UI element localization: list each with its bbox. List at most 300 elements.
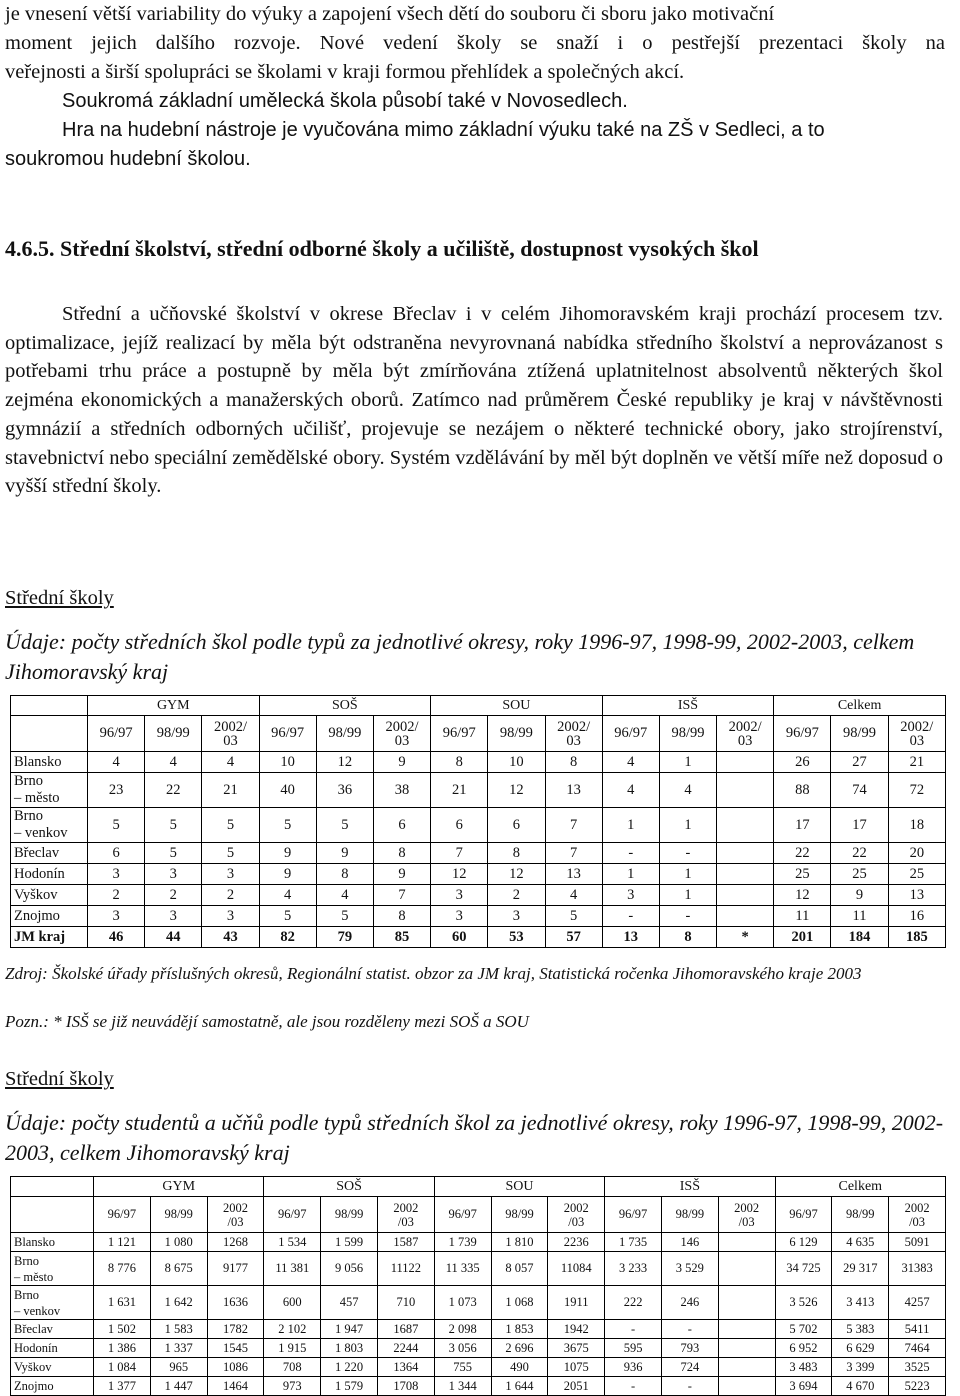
- table-cell: 44: [145, 927, 202, 948]
- table-cell: 1: [602, 864, 659, 885]
- district-label: [11, 773, 88, 808]
- table-cell: 4: [316, 885, 373, 906]
- table1-caption: Údaje: počty středních škol podle typů za jednotlivé okresy, roky 1996-97, 1998-99, 2002-2003, celkem Jihomoravský kraj: [5, 629, 915, 684]
- table-cell: 40: [259, 773, 316, 808]
- table-cell: 60: [431, 927, 488, 948]
- table-cell: 1587: [377, 1233, 434, 1252]
- year-header: [202, 716, 259, 752]
- table-row: [11, 773, 946, 808]
- table-cell: 4 635: [832, 1233, 889, 1252]
- table-cell: 9 056: [321, 1252, 378, 1286]
- table-cell: [718, 1377, 775, 1396]
- district-part: – město: [14, 1269, 54, 1284]
- table-cell: 8: [373, 843, 430, 864]
- table-cell: 2244: [377, 1339, 434, 1358]
- table-row: [11, 864, 946, 885]
- table-cell: 12: [488, 864, 545, 885]
- table-cell: 46: [88, 927, 145, 948]
- intro-line: Soukromá základní umělecká škola působí také v Novosedlech.: [62, 90, 628, 112]
- year-header: 98/99: [831, 716, 888, 752]
- table-cell: [717, 906, 774, 927]
- table-cell: 3: [202, 906, 259, 927]
- table-cell: -: [602, 906, 659, 927]
- table-cell: 5: [316, 906, 373, 927]
- table-cell: 1 642: [150, 1286, 207, 1320]
- table-cell: 5: [259, 808, 316, 843]
- table-cell: -: [605, 1320, 662, 1339]
- table2-caption: Údaje: počty studentů a učňů podle typů středních škol za jednotlivé okresy, roky 1996-97, 1998-99, 2002-2003, celkem Jihomoravský kraj: [5, 1110, 944, 1165]
- table-cell: [717, 843, 774, 864]
- table-cell: 6: [373, 808, 430, 843]
- table-cell: 1 377: [94, 1377, 151, 1396]
- year-header: [888, 716, 945, 752]
- table-cell: 3 399: [832, 1358, 889, 1377]
- table-cell: 1075: [548, 1358, 605, 1377]
- table-cell: 724: [661, 1358, 718, 1377]
- table-cell: 973: [264, 1377, 321, 1396]
- table-cell: 4: [145, 752, 202, 773]
- district-name: Vyškov: [14, 887, 58, 903]
- year-header: 96/97: [774, 716, 831, 752]
- table-row: [11, 1286, 946, 1320]
- district-label: [11, 808, 88, 843]
- year-header-line: 03: [737, 732, 753, 749]
- header-row-groups: [11, 1177, 946, 1197]
- table-cell: 4 670: [832, 1377, 889, 1396]
- table-cell: 13: [545, 773, 602, 808]
- district-label: [11, 843, 88, 864]
- table-cell: -: [602, 843, 659, 864]
- table-cell: 6: [88, 843, 145, 864]
- year-header-line: 2002: [222, 1200, 248, 1215]
- table-cell: 1 344: [434, 1377, 491, 1396]
- table-cell: 793: [661, 1339, 718, 1358]
- table-cell: 9177: [207, 1252, 264, 1286]
- district-label: [11, 927, 88, 948]
- table-cell: [718, 1286, 775, 1320]
- district-name: Znojmo: [14, 1379, 54, 1393]
- table-cell: [717, 808, 774, 843]
- table-cell: [718, 1252, 775, 1286]
- table-cell: 965: [150, 1358, 207, 1377]
- table-cell: 2: [88, 885, 145, 906]
- table-cell: 3 694: [775, 1377, 832, 1396]
- table-cell: 79: [316, 927, 373, 948]
- group-header: SOŠ: [264, 1177, 434, 1197]
- table-cell: 5: [145, 843, 202, 864]
- district-name: Vyškov: [14, 1360, 52, 1374]
- table-cell: 16: [888, 906, 945, 927]
- district-name: Hodonín: [14, 1341, 58, 1355]
- table-cell: 4: [545, 885, 602, 906]
- table-cell: 1 915: [264, 1339, 321, 1358]
- table-cell: 10: [259, 752, 316, 773]
- table-cell: 5 702: [775, 1320, 832, 1339]
- table-cell: 1 386: [94, 1339, 151, 1358]
- group-header: ISŠ: [602, 696, 774, 716]
- table-cell: 457: [321, 1286, 378, 1320]
- table-cell: 4: [202, 752, 259, 773]
- table-cell: 2 098: [434, 1320, 491, 1339]
- table-cell: 29 317: [832, 1252, 889, 1286]
- year-header-line: 03: [394, 732, 410, 749]
- year-header-line: /03: [568, 1214, 585, 1229]
- group-header: SOU: [431, 696, 603, 716]
- table-row: [11, 1233, 946, 1252]
- table-cell: 3 483: [775, 1358, 832, 1377]
- table-cell: 43: [202, 927, 259, 948]
- table-cell: 6 629: [832, 1339, 889, 1358]
- table-cell: 5411: [889, 1320, 946, 1339]
- table-cell: 1364: [377, 1358, 434, 1377]
- table-cell: 11: [831, 906, 888, 927]
- table-cell: 12: [431, 864, 488, 885]
- table-cell: 3: [602, 885, 659, 906]
- district-label: [11, 1339, 94, 1358]
- table-cell: 8 057: [491, 1252, 548, 1286]
- table-cell: 17: [774, 808, 831, 843]
- year-header-line: 2002: [734, 1200, 760, 1215]
- table-cell: 36: [316, 773, 373, 808]
- header-corner: [11, 716, 88, 752]
- table-cell: 18: [888, 808, 945, 843]
- intro-line: soukromou hudební školou.: [5, 148, 251, 170]
- table-cell: 246: [661, 1286, 718, 1320]
- table-cell: 25: [774, 864, 831, 885]
- table-cell: 5: [88, 808, 145, 843]
- table-row: [11, 1320, 946, 1339]
- year-header: 96/97: [94, 1197, 151, 1233]
- table-cell: 11 335: [434, 1252, 491, 1286]
- year-header: 98/99: [832, 1197, 889, 1233]
- table-cell: 8: [316, 864, 373, 885]
- table-cell: 21: [202, 773, 259, 808]
- table-cell: 9: [259, 843, 316, 864]
- year-header-line: /03: [397, 1214, 414, 1229]
- table-cell: 25: [831, 864, 888, 885]
- table-cell: 6 952: [775, 1339, 832, 1358]
- table-cell: [717, 752, 774, 773]
- table-cell: 72: [888, 773, 945, 808]
- header-corner: [11, 1177, 94, 1197]
- year-header: [717, 716, 774, 752]
- district-name: Brno: [14, 1287, 39, 1302]
- table-cell: 7464: [889, 1339, 946, 1358]
- table-cell: 146: [661, 1233, 718, 1252]
- table-cell: 4: [602, 752, 659, 773]
- district-label: [11, 1377, 94, 1396]
- table-cell: 3: [145, 906, 202, 927]
- group-header: SOŠ: [259, 696, 431, 716]
- table-row: [11, 1339, 946, 1358]
- year-header: 98/99: [321, 1197, 378, 1233]
- schools-count-table: [10, 695, 946, 948]
- district-label: [11, 752, 88, 773]
- year-header-line: 2002: [563, 1200, 589, 1215]
- table-cell: 4: [602, 773, 659, 808]
- district-label: [11, 885, 88, 906]
- year-header: 96/97: [259, 716, 316, 752]
- table-cell: 1942: [548, 1320, 605, 1339]
- table-cell: 490: [491, 1358, 548, 1377]
- year-header-line: 2002/: [385, 718, 419, 735]
- table-cell: 936: [605, 1358, 662, 1377]
- district-label: [11, 1233, 94, 1252]
- table-cell: 74: [831, 773, 888, 808]
- table-cell: 8: [431, 752, 488, 773]
- table1-note: Pozn.: * ISŠ se již neuvádějí samostatně, ale jsou rozděleny mezi SOŠ a SOU: [5, 1012, 529, 1031]
- table-cell: 38: [373, 773, 430, 808]
- table-cell: 2 696: [491, 1339, 548, 1358]
- year-header-line: 2002: [904, 1200, 930, 1215]
- year-header-line: 03: [909, 732, 925, 749]
- table-cell: 3: [431, 885, 488, 906]
- table-cell: 12: [774, 885, 831, 906]
- table-row: [11, 906, 946, 927]
- table-cell: 8 675: [150, 1252, 207, 1286]
- district-label: [11, 864, 88, 885]
- table-cell: 1 080: [150, 1233, 207, 1252]
- table-cell: 22: [774, 843, 831, 864]
- table-cell: 9: [316, 843, 373, 864]
- year-header: [377, 1197, 434, 1233]
- table-row: [11, 808, 946, 843]
- table-cell: 1: [659, 885, 716, 906]
- year-header-line: 2002/: [900, 718, 934, 735]
- district-part: – venkov: [14, 1303, 61, 1318]
- section-title: Střední školství, střední odborné školy a učiliště, dostupnost vysokých škol: [60, 236, 759, 261]
- year-header: 98/99: [488, 716, 545, 752]
- table-cell: 13: [888, 885, 945, 906]
- year-header: 96/97: [431, 716, 488, 752]
- table-cell: 3: [145, 864, 202, 885]
- table-cell: 2236: [548, 1233, 605, 1252]
- table-cell: 82: [259, 927, 316, 948]
- table-cell: 1 810: [491, 1233, 548, 1252]
- table-cell: 2: [145, 885, 202, 906]
- year-header: 98/99: [659, 716, 716, 752]
- table-cell: 57: [545, 927, 602, 948]
- year-header: 98/99: [316, 716, 373, 752]
- year-header: [373, 716, 430, 752]
- intro-line: moment jejich dalšího rozvoje. Nové vedení školy se snaží i o pestřejší prezentaci školy na: [5, 32, 945, 54]
- intro-block: [5, 0, 945, 174]
- table-cell: -: [661, 1320, 718, 1339]
- table-cell: 3 233: [605, 1252, 662, 1286]
- table-cell: -: [659, 843, 716, 864]
- year-header: 96/97: [605, 1197, 662, 1233]
- year-header: 98/99: [150, 1197, 207, 1233]
- year-header-line: /03: [738, 1214, 755, 1229]
- header-row-years: [11, 716, 946, 752]
- table-cell: 1636: [207, 1286, 264, 1320]
- header-corner: [11, 1197, 94, 1233]
- table-cell: 201: [774, 927, 831, 948]
- table-cell: 1545: [207, 1339, 264, 1358]
- table-cell: 600: [264, 1286, 321, 1320]
- table-cell: 21: [888, 752, 945, 773]
- table-cell: 5: [545, 906, 602, 927]
- table-cell: 1 739: [434, 1233, 491, 1252]
- table-cell: 7: [373, 885, 430, 906]
- table-cell: -: [661, 1377, 718, 1396]
- table-cell: 755: [434, 1358, 491, 1377]
- table-cell: 1: [659, 864, 716, 885]
- year-header: 98/99: [491, 1197, 548, 1233]
- header-row-groups: [11, 696, 946, 716]
- year-header: 96/97: [602, 716, 659, 752]
- table-cell: 1086: [207, 1358, 264, 1377]
- table-cell: 1782: [207, 1320, 264, 1339]
- year-header: 96/97: [88, 716, 145, 752]
- year-header-line: /03: [909, 1214, 926, 1229]
- district-name: JM kraj: [14, 929, 66, 945]
- table-cell: [717, 864, 774, 885]
- year-header: 98/99: [661, 1197, 718, 1233]
- table-cell: 53: [488, 927, 545, 948]
- table-cell: 1 502: [94, 1320, 151, 1339]
- table-cell: 17: [831, 808, 888, 843]
- table-cell: 10: [488, 752, 545, 773]
- table-cell: 1687: [377, 1320, 434, 1339]
- table-cell: 1 644: [491, 1377, 548, 1396]
- table2-subtitle: Střední školy: [5, 1068, 114, 1090]
- district-name: Znojmo: [14, 908, 60, 924]
- header-corner: [11, 696, 88, 716]
- table-cell: 8: [545, 752, 602, 773]
- table-cell: 595: [605, 1339, 662, 1358]
- group-header: ISŠ: [605, 1177, 775, 1197]
- year-header-line: 2002/: [213, 718, 247, 735]
- intro-line: veřejnosti a širší spolupráci se školami v kraji formou přehlídek a společných akcí.: [5, 61, 685, 83]
- district-label: [11, 906, 88, 927]
- table-cell: 22: [831, 843, 888, 864]
- table-cell: 1708: [377, 1377, 434, 1396]
- table-cell: 7: [545, 843, 602, 864]
- year-header: [889, 1197, 946, 1233]
- table-cell: 3 526: [775, 1286, 832, 1320]
- table-row: [11, 1358, 946, 1377]
- table-cell: 2051: [548, 1377, 605, 1396]
- table-cell: 1 947: [321, 1320, 378, 1339]
- table-cell: 8: [373, 906, 430, 927]
- table-cell: 26: [774, 752, 831, 773]
- table-cell: [717, 885, 774, 906]
- table-cell: 710: [377, 1286, 434, 1320]
- year-header: 98/99: [145, 716, 202, 752]
- group-header: SOU: [434, 1177, 604, 1197]
- table-cell: 5: [202, 843, 259, 864]
- table-row: [11, 752, 946, 773]
- section-heading: [5, 234, 759, 264]
- table-cell: 1911: [548, 1286, 605, 1320]
- table-cell: 4: [259, 885, 316, 906]
- table-cell: 1: [659, 808, 716, 843]
- table-cell: 8: [488, 843, 545, 864]
- table-cell: 9: [259, 864, 316, 885]
- district-name: Brno: [14, 808, 43, 824]
- district-name: Brno: [14, 773, 43, 789]
- table1-subtitle: Střední školy: [5, 587, 114, 609]
- table-cell: 1 084: [94, 1358, 151, 1377]
- year-header-line: 03: [566, 732, 581, 749]
- table-cell: 1 631: [94, 1286, 151, 1320]
- table-cell: 6: [488, 808, 545, 843]
- table-row: [11, 1252, 946, 1286]
- intro-line: Hra na hudební nástroje je vyučována mimo základní výuku také na ZŠ v Sedleci, a to: [62, 119, 825, 141]
- section-number: 4.6.5.: [5, 236, 55, 261]
- year-header: [548, 1197, 605, 1233]
- table-cell: 1 534: [264, 1233, 321, 1252]
- table-row: [11, 1377, 946, 1396]
- table-cell: 5: [259, 906, 316, 927]
- district-label: [11, 1358, 94, 1377]
- table-cell: -: [605, 1377, 662, 1396]
- table-cell: 34 725: [775, 1252, 832, 1286]
- table-cell: 3525: [889, 1358, 946, 1377]
- group-header: GYM: [88, 696, 260, 716]
- table-cell: 12: [316, 752, 373, 773]
- table-cell: 3: [88, 864, 145, 885]
- year-header-line: 03: [223, 732, 238, 749]
- table-cell: 8 776: [94, 1252, 151, 1286]
- district-part: – město: [14, 790, 60, 806]
- table-cell: 88: [774, 773, 831, 808]
- district-name: Blansko: [14, 754, 62, 770]
- group-header: Celkem: [774, 696, 946, 716]
- district-name: Břeclav: [14, 845, 60, 861]
- year-header-line: 2002: [393, 1200, 419, 1215]
- table-cell: 85: [373, 927, 430, 948]
- table-cell: 3 056: [434, 1339, 491, 1358]
- district-part: – venkov: [14, 825, 68, 841]
- table-cell: 5223: [889, 1377, 946, 1396]
- year-header-line: /03: [227, 1214, 244, 1229]
- table-cell: 25: [888, 864, 945, 885]
- table-cell: 185: [888, 927, 945, 948]
- table-cell: 1 853: [491, 1320, 548, 1339]
- table-cell: 11: [774, 906, 831, 927]
- table-cell: [718, 1320, 775, 1339]
- table-cell: 6: [431, 808, 488, 843]
- header-row-years: [11, 1197, 946, 1233]
- table-row: [11, 885, 946, 906]
- section-paragraph: Střední a učňovské školství v okrese Břeclav i v celém Jihomoravském kraji prochází procesem tzv. optimalizace, jejíž realizací by měla být odstraněna nevyrovnaná nabídka středního školství a neprovázanost s potřebami trhu práce a postupně by měla být zmírňována ztížená uplatnitelnost absolventů některých škol zejména ekonomických a manažerských oborů. Zatímco nad průměrem České republiky je kraj v návštěvnosti gymnázií a středních odborných učilišť, projevuje se nezájem o některé technické obory, jako strojírenství, stavebnictví nebo speciální zemědělské obory. Systém vzdělávání by měl být doplněn ve větší míře než doposud o vyšší střední školy.: [5, 303, 943, 498]
- table-cell: 1 073: [434, 1286, 491, 1320]
- table-cell: 222: [605, 1286, 662, 1320]
- table-cell: [718, 1339, 775, 1358]
- district-name: Blansko: [14, 1235, 55, 1249]
- table-cell: 3: [488, 906, 545, 927]
- table-cell: 1 447: [150, 1377, 207, 1396]
- table-cell: 3: [431, 906, 488, 927]
- year-header: 96/97: [264, 1197, 321, 1233]
- table-cell: 20: [888, 843, 945, 864]
- students-count-table: [10, 1176, 946, 1396]
- table-cell: 7: [545, 808, 602, 843]
- table-cell: 5: [316, 808, 373, 843]
- table-cell: 708: [264, 1358, 321, 1377]
- year-header: [207, 1197, 264, 1233]
- table-cell: 1 803: [321, 1339, 378, 1358]
- table-cell: [718, 1233, 775, 1252]
- table-cell: 3 413: [832, 1286, 889, 1320]
- table-cell: 9: [373, 752, 430, 773]
- table-cell: 2 102: [264, 1320, 321, 1339]
- table-cell: 1268: [207, 1233, 264, 1252]
- table-cell: 13: [545, 864, 602, 885]
- table-cell: 21: [431, 773, 488, 808]
